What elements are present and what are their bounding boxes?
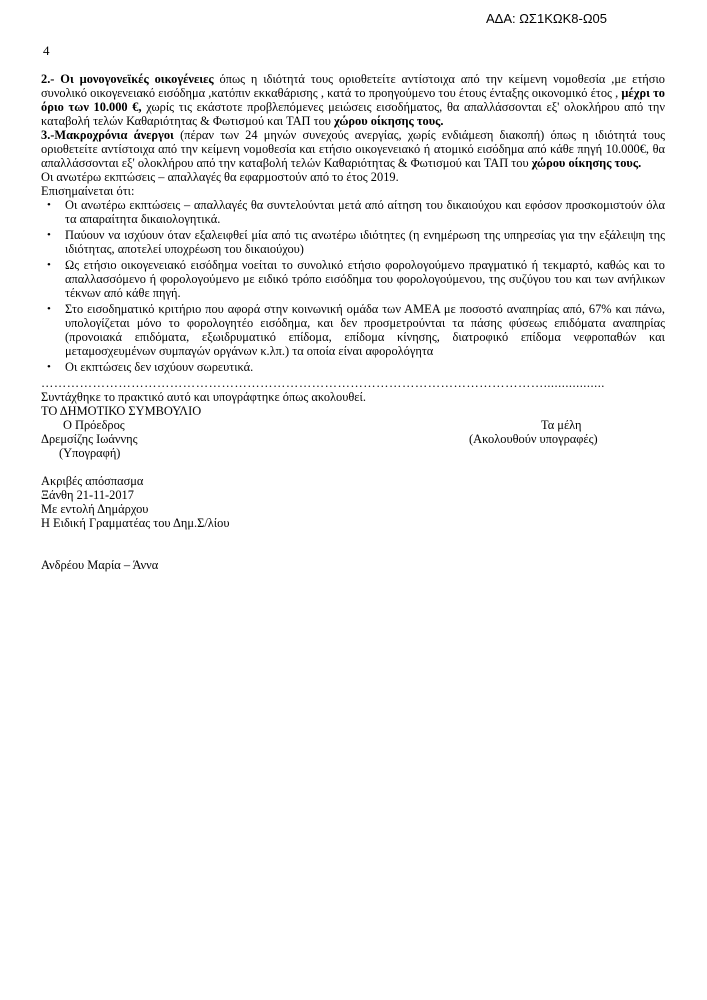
signature-row-3 (41, 446, 665, 460)
extract-mayor-order: Με εντολή Δημάρχου (41, 502, 149, 516)
section-2-lead: 2.- Οι μονογονεϊκές οικογένειες (41, 72, 214, 86)
bullet-icon: • (47, 259, 51, 271)
notes-list (41, 198, 665, 374)
document-body (41, 72, 665, 572)
apply-note: Οι ανωτέρω εκπτώσεις – απαλλαγές θα εφαρμοστούν από το έτος 2019. (41, 170, 399, 184)
section-3-lead: 3.-Μακροχρόνια άνεργοι (41, 128, 174, 142)
extract-label: Ακριβές απόσπασμα (41, 474, 144, 488)
president-title: Ο Πρόεδρος (63, 418, 125, 432)
section-3-paragraph (41, 128, 665, 170)
note-text: Ως ετήσιο οικογενειακό εισόδημα νοείται το συνολικό ετήσιο φορολογούμενο πραγματικό ή τεκμαρτό, καθώς και το απαλλασσόμενο ή φορολογούμενο με ειδικό τρόπο εισόδημα του φορολογούμενου, της συζύγου του και των ανήλικων τέκνων από κάθε πηγή. (65, 258, 665, 300)
list-item (41, 198, 665, 226)
section-3-text-a: (πέραν των 24 μηνών συνεχούς ανεργίας, χωρίς ενδιάμεση διακοπή) όπως η ιδιότητά τους οριοθετείτε αντίστοιχα από την κείμενη νομοθεσία και ετήσιο οικογενειακό ή ατομικό εισόδημα από κάθε πηγή 10.000€, θα απαλλάσσονται εξ' ολοκλήρου από την καταβολή τελών Καθαριότητας & Φωτισμού και ΤΑΠ του (41, 128, 665, 170)
section-2-income-limit: μέχρι το όριο των 10.000 €, (41, 86, 665, 114)
bullet-icon: • (47, 199, 51, 211)
section-2-paragraph (41, 72, 665, 128)
list-item (41, 360, 665, 374)
section-2-text-a: όπως η ιδιότητά τους οριοθετείτε αντίστοιχα από την κείμενη νομοθεσία ,με ετήσιο συνολικό οικογενειακό εισόδημα ,κατόπιν εκκαθάρισης , κατά το προηγούμενο του έτους ένταξης οικονομικό έτος , (41, 72, 665, 100)
extract-date: Ξάνθη 21-11-2017 (41, 488, 134, 502)
list-item (41, 302, 665, 358)
notes-heading: Επισημαίνεται ότι: (41, 184, 135, 198)
note-text: Παύουν να ισχύουν όταν εξαλειφθεί μία από τις ανωτέρω ιδιότητες (η ενημέρωση της υπηρεσίας για την εξάλειψη της ιδιότητας, αποτελεί υποχρέωση του δικαιούχου) (65, 228, 665, 256)
closing-statement: Συντάχθηκε το πρακτικό αυτό και υπογράφτηκε όπως ακολουθεί. (41, 390, 366, 404)
bullet-icon: • (47, 229, 51, 241)
extract-secretary-title: Η Ειδική Γραμματέας του Δημ.Σ/λίου (41, 516, 230, 530)
note-text: Στο εισοδηματικό κριτήριο που αφορά στην κοινωνική ομάδα των ΑΜΕΑ με ποσοστό αναπηρίας από, 67% και πάνω, υπολογίζεται μόνο το φορολογητέο εισόδημα, και δεν προσμετρούνται τα πάσης φύσεως επιδόματα αναπηρίας (προνοιακά επιδόματα, εξωιδρυματικό επίδομα, επίδομα κίνησης, διατροφικό επίδομα νεφροπαθών και μεταμοσχευμένων συμπαγών οργάνων κ.λπ.) τα οποία είναι αφορολόγητα (65, 302, 665, 358)
members-title: Τα μέλη (541, 418, 582, 432)
bullet-icon: • (47, 303, 51, 315)
council-title: ΤΟ ΔΗΜΟΤΙΚΟ ΣΥΜΒΟΥΛΙΟ (41, 404, 202, 418)
signature-row-1 (41, 418, 665, 432)
ada-code: ΑΔΑ: ΩΣ1ΚΩΚ8-Ω05 (485, 11, 607, 26)
president-signature: (Υπογραφή) (59, 446, 121, 460)
signature-row-2 (41, 432, 665, 446)
list-item (41, 228, 665, 256)
bullet-icon: • (47, 361, 51, 373)
page-number: 4 (43, 43, 50, 58)
list-item (41, 258, 665, 300)
secretary-name: Ανδρέου Μαρία – Άννα (41, 558, 159, 572)
section-2-residence: χώρου οίκησης τους. (334, 114, 444, 128)
section-3-residence: χώρου οίκησης τους. (531, 156, 642, 170)
note-text: Οι ανωτέρω εκπτώσεις – απαλλαγές θα συντελούνται μετά από αίτηση του δικαιούχου και εφόσον προσκομιστούν όλα τα απαραίτητα δικαιολογητικά. (65, 198, 665, 226)
note-text: Οι εκπτώσεις δεν ισχύουν σωρευτικά. (65, 360, 254, 374)
members-signatures: (Ακολουθούν υπογραφές) (469, 432, 598, 446)
president-name: Δρεμσίζης Ιωάννης (41, 432, 138, 446)
dotted-divider: ………………………………………………………………………………………………………................. (41, 376, 605, 390)
section-2-text-b: χωρίς τις εκάστοτε προβλεπόμενες μειώσεις εισοδήματος, θα απαλλάσσονται εξ' ολοκλήρου από την καταβολή τελών Καθαριότητας & Φωτισμού και ΤΑΠ του (41, 100, 665, 128)
